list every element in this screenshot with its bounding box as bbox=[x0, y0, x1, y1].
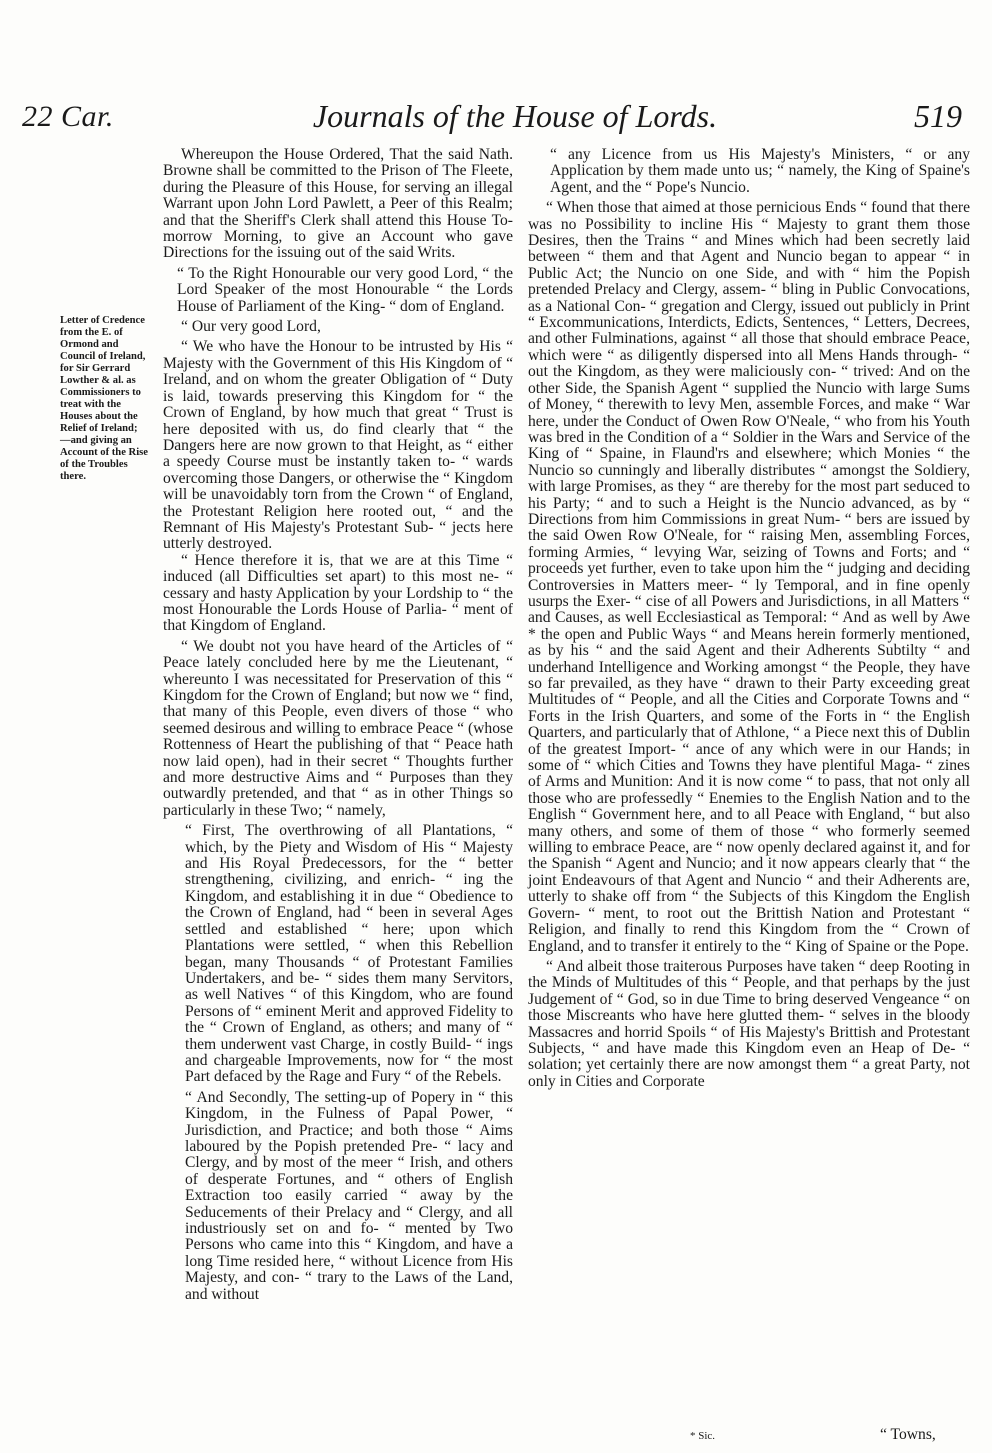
paragraph-second-aim: “ And Secondly, The setting-up of Popery in “ this Kingdom, in the Fulness of Papal Power, “ Jurisdiction, and Practice; and both those “ Aims laboured by the Popish pretended Pre- “ lacy and Clergy, and by most of the meer “ Irish, and others of desperate Fortunes, and “ others of English Extraction too easily carried “ away by the Seducements of their Prelacy and “ Clergy, and all industriously set on and fo- “ mented by Two Persons who came into this “ Kingdom, and have a long Time resided here, “ without Licence from His Majesty, and con- “ trary to the Laws of the Land, and without bbox=[185, 1088, 513, 1303]
letter-salutation: “ Our very good Lord, bbox=[181, 318, 321, 336]
paragraph-traiterous-purposes: “ And albeit those traiterous Purposes have taken “ deep Rooting in the Minds of Multitudes of this “ People, and that perhaps by the just Judgement of “ God, so in due Time to bring deserved Vengeance “ on those Miscreants who have here glutted them- “ selves in the bloody Massacres and horrid Spoils “ of His Majesty's Brittish and Protestant Subjects, “ and have made this Kingdom even an Heap of De- “ solation; yet certainly there are now amongst them “ a great Party, not only in Cities and Corporate bbox=[528, 957, 970, 1090]
letter-address: “ To the Right Honourable our very good Lord, “ the Lord Speaker of the most Honourable “ the Lords House of Parliament of the King- “ dom of England. bbox=[177, 264, 513, 315]
catchword: “ Towns, bbox=[880, 1426, 936, 1443]
paragraph-pernicious-ends: “ When those that aimed at those pernicious Ends “ found that there was no Possibility to incline His “ Majesty to grant them those Desires, then the Trains “ and Mines which had been secretly laid between “ them and that Agent and Nuncio began to appear “ in Public Act; the Nuncio on one Side, and with “ him the Popish pretended Prelacy and Clergy, assem- “ bling in Public Convocations, as a National Con- “ gregation and Clergy, issued out publicly in Print “ Excommunications, Interdicts, Edicts, Sentences, “ Letters, Decrees, and other Fulminations, against “ all those that should embrace Peace, which were “ as diligently dispersed into all Mens Hands through- “ out the Kingdom, as they were maliciously con- “ trived: And on the other Side, the Spanish Agent “ supplied the Nuncio with large Sums of Money, “ therewith to levy Men, assemble Forces, and make “ War here, under the Conduct of Owen Row O'Neale, “ who from his Youth was bred in the Condition of a “ Soldier in the Wars and Service of the King of “ Spaine, in Flaund'rs and elsewhere; which Monies “ the Nuncio so cunningly and liberally distributes “ amongst the Soldiery, with large Promises, as they “ are thereby for the most part seduced to his Party; “ and to such a Height is the Nuncio advanced, as by “ Directions from him Commissions in great Num- “ bers are issued by the said Owen Row O'Neale, for “ raising Men, assembling Forces, forming Armies, “ levying War, seizing of Towns and Forts; and “ proceeds yet further, even to take upon him the “ judging and deciding Controversies in Matters meer- “ ly Temporal, and in fine openly usurps the Exer- “ cise of all Powers and Jurisdictions, in all Matters “ and Causes, as well Ecclesiastical as Temporal: “ And as well by Awe * the open and Public Ways “ and Means herein formerly mentioned, as by his “ and the said Agent and their Adherents Subtilty “ and underhand Intelligence and Working amongst “ the People, they have so far prevailed, as they have “ drawn to their Party exceeding great Multitudes of “ People, and all the Cities and Corporate Towns and “ Forts in the Irish Quarters, and some of the Forts in “ the English Quarters, and particularly that of Athlone, “ a Piece next this of Dublin of the greatest Import- “ ance of any which were in our Hands; in some of “ which Cities and Towns they have plentiful Maga- “ zines of Arms and Munition: And it is now come “ to pass, that not only all those who are professedly “ Enemies to the English Nation and to the English “ Government here, and to all Peace with England, “ but also many others, and some of them of those “ who formerly seemed willing to embrace Peace, are “ now openly declared against it, and for the Spanish “ Agent and Nuncio; and it now appears clearly that “ the joint Endeavours of that Agent and Nuncio “ and their Adherents are, utterly to shake off from “ the Subjects of this Kingdom the English Govern- “ ment, to root out the Brittish Nation and Protestant “ Religion, and finally to rend this Kingdom from the “ Crown of England, and to transfer it entirely to the “ King of Spaine or the Pope. bbox=[528, 199, 970, 955]
right-column bbox=[528, 147, 970, 1094]
paragraph-articles-of-peace: “ We doubt not you have heard of the Articles of “ Peace lately concluded here by me the Lieutenant, “ whereunto I was necessitated for Preservation of this “ Kingdom for the Crown of England; but now we “ find, that many of this People, even divers of those “ who seemed desirous and willing to embrace Peace “ (whose Rottenness of Heart the publishing of that “ Peace hath now laid open), had in their secret “ Thoughts further and more destructive Aims and “ Purposes than they outwardly pretended, and that “ as in other Things so particularly in these Two; “ namely, bbox=[163, 637, 513, 819]
marginal-note: Letter of Credence from the E. of Ormond and Council of Ireland, for Sir Gerrard Lowther & al. as Commissioners to treat with the Houses about the Relief of Ireland;—and giving an Account of the Rise of the Troubles there. bbox=[60, 315, 148, 482]
footnote: * Sic. bbox=[690, 1430, 716, 1442]
paragraph-first-aim: “ First, The overthrowing of all Plantations, “ which, by the Piety and Wisdom of His “ Majesty and His Royal Predecessors, for the “ better strengthening, civilizing, and enrich- “ ing the Kingdom, and establishing it in due “ Obedience to the Crown of England, had “ been in several Ages settled and established “ here; upon which Plantations were settled, “ when this Rebellion began, many Thousands “ of Protestant Families Undertakers, and be- “ sides them many Servitors, as well Natives “ of this Kingdom, who are found Persons of “ eminent Merit and approved Fidelity to the “ Crown of England, as others; and many of “ them underwent vast Charge, in costly Build- “ ings and chargeable Improvements, now for “ the most Part defaced by the Rage and Fury “ of the Rebels. bbox=[185, 822, 513, 1086]
left-column bbox=[163, 147, 513, 1307]
regnal-year-heading: 22 Car. bbox=[22, 100, 114, 133]
paragraph-dangers: “ We who have the Honour to be intrusted by His “ Majesty with the Government of this His Kingdom of “ Ireland, and on whom the greater Obligation of “ Duty is laid, towards preserving this Kingdom for “ the Crown of England, by how much that great “ Trust is here deposited with us, do find clearly that “ the Dangers here are now grown to that Height, as “ either a speedy Course must be instantly taken to- “ wards overcoming those Dangers, or otherwise the “ Kingdom will be unavoidably torn from the Crown “ of England, the Protestant Religion here rooted out, “ and the Remnant of His Majesty's Protestant Sub- “ jects here utterly destroyed. bbox=[163, 338, 513, 553]
paragraph-application: “ Hence therefore it is, that we are at this Time “ induced (all Difficulties set apart) to this most ne- “ cessary and hasty Application by your Lordship to “ the most Honourable the Lords House of Parlia- “ ment of that Kingdom of England. bbox=[163, 551, 513, 635]
paragraph-licence: “ any Licence from us His Majesty's Ministers, “ or any Application by them made unto us; “ namely, the King of Spaine's Agent, and the “ Pope's Nuncio. bbox=[550, 146, 970, 196]
page-number: 519 bbox=[914, 98, 962, 134]
paragraph-order: Whereupon the House Ordered, That the said Nath. Browne shall be committed to the Prison of The Fleete, during the Pleasure of this House, for serving an illegal Warrant upon John Lord Pawlett, a Peer of this Realm; and that the Sheriff's Clerk shall attend this House To-morrow Morning, to give an Account who gave Directions for the issuing out of the said Writs. bbox=[163, 146, 513, 262]
running-title: Journals of the House of Lords. bbox=[312, 98, 718, 134]
